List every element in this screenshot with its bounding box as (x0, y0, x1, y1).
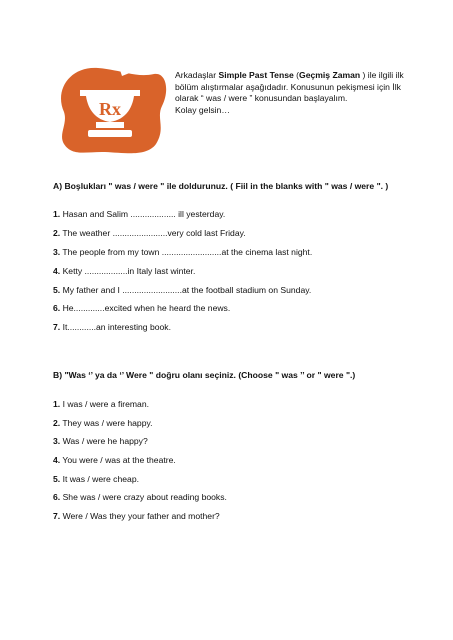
list-item: 2. They was / were happy. (53, 418, 153, 428)
intro-line-1: Arkadaşlar Simple Past Tense (Geçmiş Zaman ) ile ilgili ilk (175, 70, 404, 80)
list-item: 5. My father and I .........................at the football stadium on Sunday. (53, 285, 312, 295)
list-item: 3. Was / were he happy? (53, 436, 148, 446)
intro-text (175, 70, 430, 116)
intro-line-3: olarak “ was / were ” konusundan başlayalım. (175, 93, 348, 104)
rx-text: Rx (99, 99, 121, 119)
list-item: 6. He.............excited when he heard the news. (53, 303, 231, 313)
intro-line-4: Kolay gelsin… (175, 104, 230, 115)
topic-bold-tr: Geçmiş Zaman (299, 70, 361, 80)
list-item: 6. She was / were crazy about reading books. (53, 492, 227, 502)
list-item: 4. You were / was at the theatre. (53, 455, 176, 465)
list-item: 5. It was / were cheap. (53, 474, 139, 484)
list-item: 7. Were / Was they your father and mother? (53, 511, 220, 521)
list-item: 4. Ketty ..................in Italy last winter. (53, 266, 196, 276)
section-a-title: A) Boşlukları " was / were " ile doldurunuz. ( Fiil in the blanks with " was / were ". ) (53, 181, 389, 191)
topic-bold: Simple Past Tense (218, 70, 294, 80)
rx-mortar-pestle-icon (50, 60, 168, 158)
list-item: 1. Hasan and Salim ................... ill yesterday. (53, 209, 226, 219)
intro-line-2: bölüm alıştırmalar aşağıdadır. Konusunun pekişmesi için İlk (175, 81, 401, 92)
list-item: 3. The people from my town .........................at the cinema last night. (53, 247, 313, 257)
section-b-title: B) "Was ‘’ ya da ‘’ Were " doğru olanı seçiniz. (Choose " was ’’ or " were ".) (53, 370, 356, 380)
list-item: 1. I was / were a fireman. (53, 399, 150, 409)
list-item: 7. It............an interesting book. (53, 322, 171, 332)
list-item: 2. The weather .......................very cold last Friday. (53, 228, 246, 238)
